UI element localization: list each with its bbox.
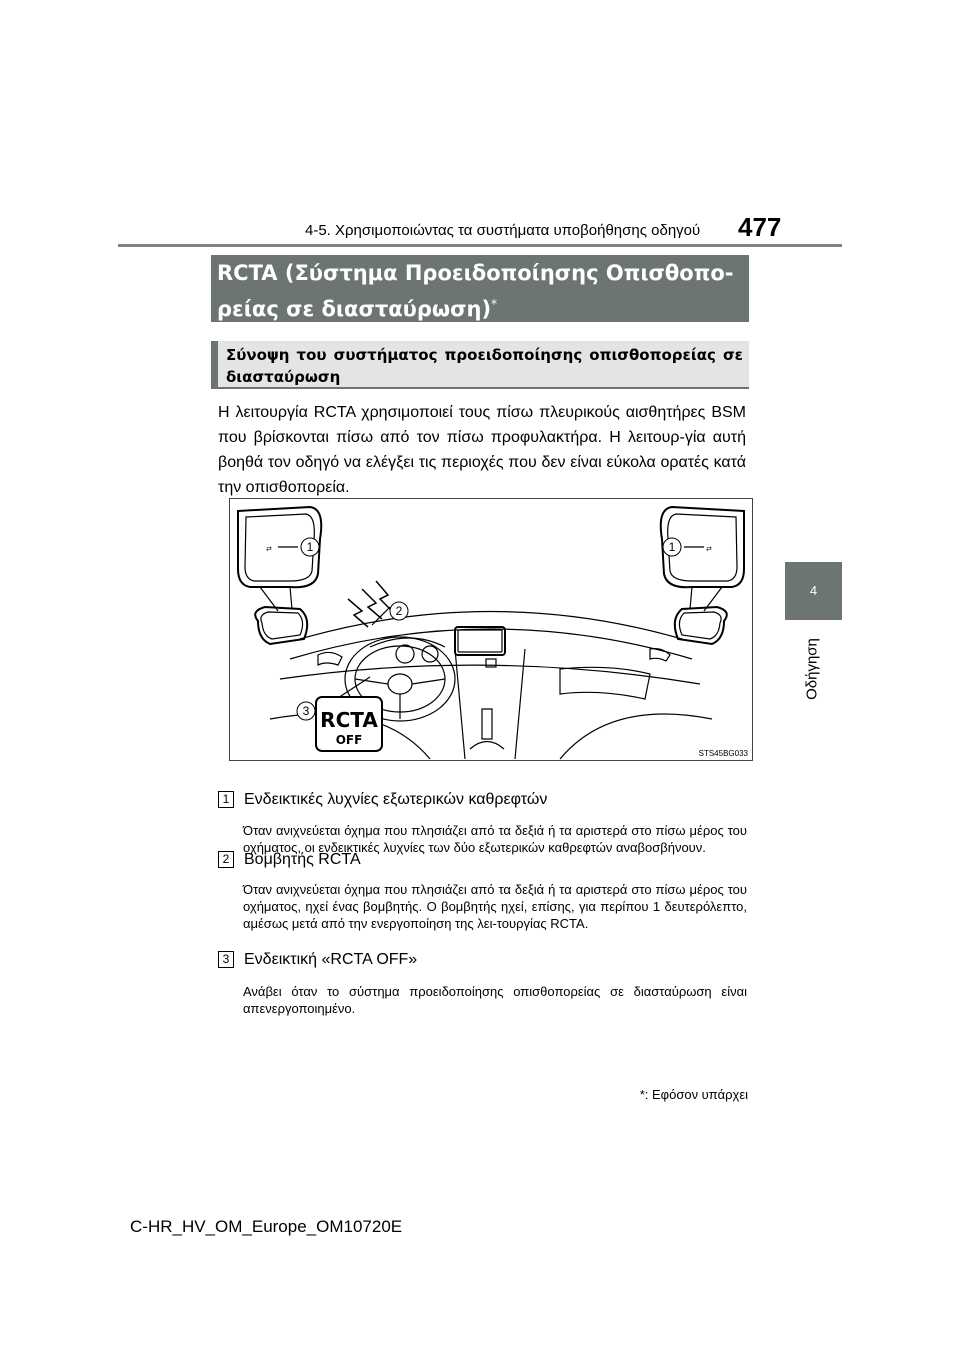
mirror-indicator-left-icon: ⇄ (266, 546, 272, 553)
dashboard-drawing (230, 499, 752, 760)
callout-1-right-label: 1 (668, 540, 676, 554)
callout-3-label: 3 (302, 704, 310, 718)
rcta-indicator-text: RCTA (320, 708, 378, 732)
item-1-description: Όταν ανιχνεύεται όχημα που πλησιάζει από τα δεξιά ή τα αριστερά στο πίσω μέρος του οχήματος, οι ενδεικτικές λυχνίες των δύο εξωτερικών καθρεφτών αναβοσβήνουν. (243, 823, 747, 855)
dashboard-illustration (229, 498, 753, 761)
footnote-mark: * (639, 1087, 645, 1102)
callout-1-left-label: 1 (306, 540, 314, 554)
document-id: C-HR_HV_OM_Europe_OM10720E (130, 1217, 403, 1236)
subheading: Σύνοψη του συστήματος προειδοποίησης οπισθοπορείας σε διασταύρωση (211, 341, 749, 389)
item-1-title: Ενδεικτικές λυχνίες εξωτερικών καθρεφτών (244, 791, 548, 808)
footnote (640, 1087, 748, 1102)
title-footnote-mark: * (491, 297, 498, 311)
section-header: 4-5. Χρησιμοποιώντας τα συστήματα υποβοήθησης οδηγού (305, 222, 701, 239)
figure-code: STS45BG033 (698, 749, 748, 758)
title-line-2-text: ρείας σε διασταύρωση) (217, 297, 492, 321)
page-title (211, 255, 749, 322)
item-2-description: Όταν ανιχνεύεται όχημα που πλησιάζει από τα δεξιά ή τα αριστερά στο πίσω μέρος του οχήματος, ηχεί ένας βομβητής. Ο βομβητής ηχεί, επίσης, για περίπου 1 δευτερόλεπτο, αμέσως μετά από την ενεργοποίηση της λει-τουργίας RCTA. (243, 882, 747, 931)
off-indicator-text: OFF (335, 733, 363, 747)
title-line-1: RCTA (Σύστημα Προειδοποίησης Οπισθοπο- (217, 261, 734, 285)
title-line-2 (217, 289, 749, 325)
callout-2-label: 2 (395, 604, 403, 618)
header-divider (118, 244, 842, 247)
mirror-indicator-right-icon: ⇄ (706, 546, 712, 553)
chapter-label-text: Οδήγηση (803, 638, 821, 700)
item-2-number: 2 (218, 851, 234, 868)
item-3-number: 3 (218, 951, 234, 968)
item-3-title: Ενδεικτική «RCTA OFF» (244, 951, 418, 968)
item-3-description: Ανάβει όταν το σύστημα προειδοποίησης οπισθοπορείας σε διασταύρωση είναι απενεργοποιημένο. (243, 984, 747, 1016)
item-2-title: Βομβητής RCTA (244, 851, 361, 868)
chapter-label (788, 624, 836, 714)
item-1-number: 1 (218, 791, 234, 808)
chapter-tab: 4 (785, 562, 842, 620)
page-number: 477 (738, 212, 782, 242)
intro-paragraph: Η λειτουργία RCTA χρησιμοποιεί τους πίσω πλευρικούς αισθητήρες BSM που βρίσκονται πίσω από τον πίσω προφυλακτήρα. Η λειτουρ-γία αυτή βοηθά τον οδηγό να ελέγξει τις περιοχές που δεν είναι εύκολα ορατές κατά την οπισθοπορεία. (218, 404, 746, 496)
footnote-text: : Εφόσον υπάρχει (644, 1087, 748, 1102)
